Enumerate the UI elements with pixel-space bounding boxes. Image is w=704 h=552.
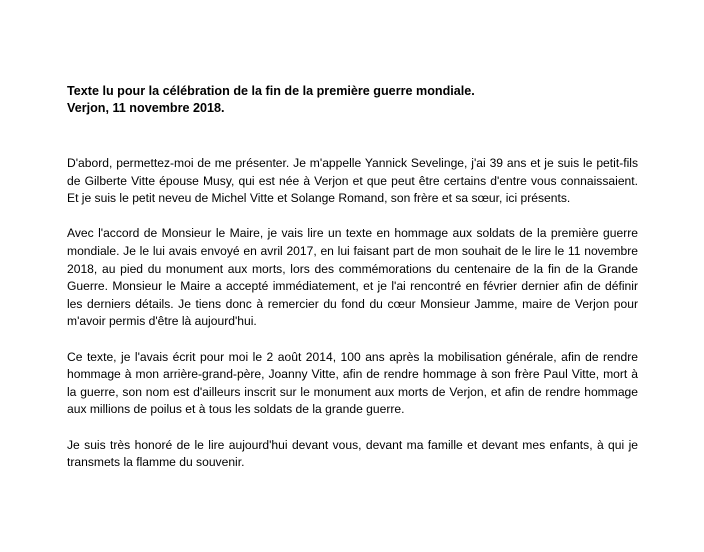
paragraph-mayor-agreement: Avec l'accord de Monsieur le Maire, je vais lire un texte en hommage aux soldats de la première guerre mondiale. Je le lui avais envoyé en avril 2017, en lui faisant part de mon souhait de le lire le 11 novembre 2018, au pied du monument aux morts, lors des commémorations du centenaire de la fin de la Grande Guerre. Monsieur le Maire a accepté immédiatement, et je l'ai rencontré en février dernier afin de définir les derniers détails. Je tiens donc à remercier du fond du cœur Monsieur Jamme, maire de Verjon pour m'avoir permis d'être là aujourd'hui. — [67, 226, 638, 329]
paragraph-introduction: D'abord, permettez-moi de me présenter. Je m'appelle Yannick Sevelinge, j'ai 39 ans et je suis le petit-fils de Gilberte Vitte épouse Musy, qui est née à Verjon et que peut être certains d'entre vous connaissaient. Et je suis le petit neveu de Michel Vitte et Solange Romand, son frère et sa sœur, ici présents. — [67, 156, 638, 206]
paragraph-text-origin: Ce texte, je l'avais écrit pour moi le 2 août 2014, 100 ans après la mobilisation générale, afin de rendre hommage à mon arrière-grand-père, Joanny Vitte, afin de rendre hommage à son frère Paul Vitte, mort à la guerre, son nom est d'ailleurs inscrit sur le monument aux morts de Verjon, et afin de rendre hommage aux millions de poilus et à tous les soldats de la grande guerre. — [67, 349, 638, 417]
document-body — [67, 155, 638, 489]
heading-title: Texte lu pour la célébration de la fin de la première guerre mondiale. — [67, 84, 475, 98]
heading-place-date: Verjon, 11 novembre 2018. — [67, 101, 225, 115]
paragraph-closing: Je suis très honoré de le lire aujourd'hui devant vous, devant ma famille et devant mes enfants, à qui je transmets la flamme du souvenir. — [67, 437, 638, 470]
document-heading — [67, 83, 647, 117]
